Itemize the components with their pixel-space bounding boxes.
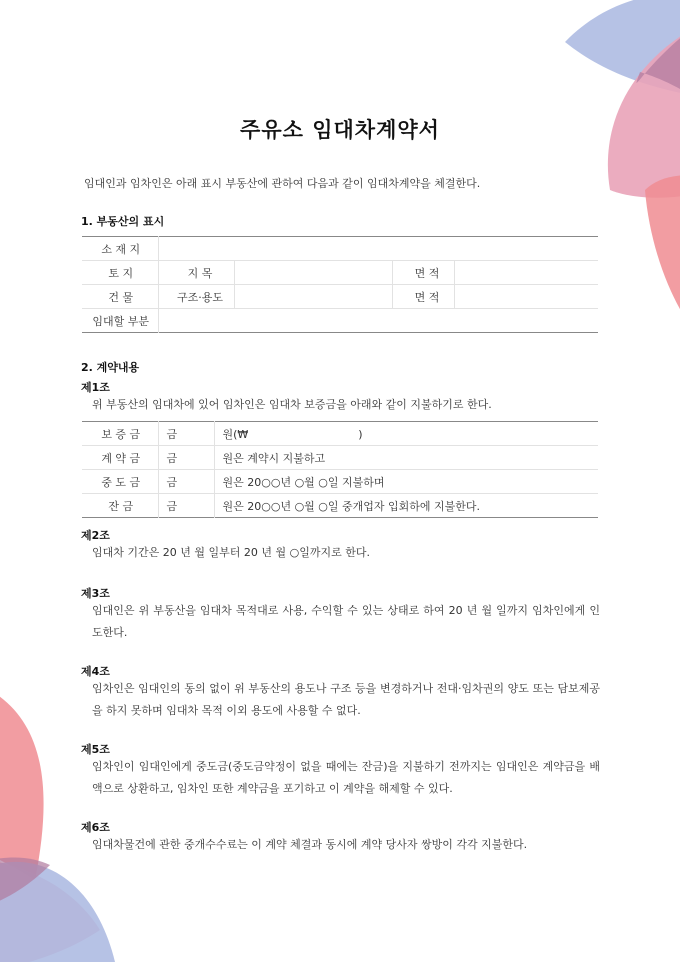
article-6-body: 임대차물건에 관한 중개수수료는 이 계약 체결과 동시에 계약 당사자 쌍방이 각각 지불한다.	[92, 838, 528, 851]
property-row-leased-part	[82, 309, 598, 333]
article-1-heading: 제1조	[81, 381, 110, 394]
intro-text: 임대인과 임차인은 아래 표시 부동산에 관하여 다음과 같이 임대차계약을 체결한다.	[84, 177, 481, 190]
deposit-label: 보 증 금	[101, 427, 141, 441]
property-table	[82, 236, 598, 333]
deposit-currency: 금	[158, 422, 214, 446]
building-area-value	[454, 285, 598, 309]
down-payment-label: 계 약 금	[82, 446, 158, 470]
article-3-body: 임대인은 위 부동산을 임대차 목적대로 사용, 수익할 수 있는 상태로 하여 20 년 월 일까지 임차인에게 인도한다.	[92, 604, 600, 639]
land-category-value	[234, 261, 392, 285]
property-row-building	[82, 285, 598, 309]
article-2-body: 임대차 기간은 20 년 월 일부터 20 년 월 ○일까지로 한다.	[92, 546, 370, 559]
payment-row-balance	[82, 494, 598, 518]
land-label: 토 지	[82, 261, 158, 285]
article-2-heading: 제2조	[81, 529, 110, 542]
property-row-location	[82, 237, 598, 261]
article-6-heading: 제6조	[81, 821, 110, 834]
section-heading-property: 1. 부동산의 표시	[81, 215, 165, 228]
interim-text: 원은 20○○년 ○월 ○일 지불하며	[214, 470, 598, 494]
property-row-land	[82, 261, 598, 285]
article-5-heading: 제5조	[81, 743, 110, 756]
payment-row-deposit	[82, 422, 598, 446]
land-area-label: 면 적	[392, 261, 454, 285]
payment-row-down-payment	[82, 446, 598, 470]
interim-label: 중 도 금	[82, 470, 158, 494]
section-heading-contract: 2. 계약내용	[81, 361, 140, 374]
down-payment-currency: 금	[158, 446, 214, 470]
location-label: 소 재 지	[101, 242, 141, 256]
land-category-label: 지 목	[158, 261, 234, 285]
building-structure-label: 구조·용도	[158, 285, 234, 309]
article-4-body: 임차인은 임대인의 동의 없이 위 부동산의 용도나 구조 등을 변경하거나 전대·임차권의 양도 또는 담보제공을 하지 못하며 임대차 목적 이외 용도에 사용할 수 없다.	[92, 682, 600, 717]
balance-currency: 금	[158, 494, 214, 518]
article-5-body: 임차인이 임대인에게 중도금(중도금약정이 없을 때에는 잔금)을 지불하기 전까지는 임대인은 계약금을 배액으로 상환하고, 임차인 또한 계약금을 포기하고 이 계약을 해제할 수 있다.	[92, 760, 600, 795]
location-value	[158, 237, 598, 261]
payment-table	[82, 421, 598, 518]
balance-label: 잔 금	[82, 494, 158, 518]
article-3-heading: 제3조	[81, 587, 110, 600]
balance-text: 원은 20○○년 ○월 ○일 중개업자 입회하에 지불한다.	[214, 494, 598, 518]
building-structure-value	[234, 285, 392, 309]
leased-part-value	[158, 309, 598, 333]
payment-row-interim	[82, 470, 598, 494]
deposit-text: 원(₩ )	[214, 422, 598, 446]
article-4-heading: 제4조	[81, 665, 110, 678]
interim-currency: 금	[158, 470, 214, 494]
down-payment-text: 원은 계약시 지불하고	[214, 446, 598, 470]
document-title: 주유소 임대차계약서	[240, 118, 440, 142]
building-area-label: 면 적	[392, 285, 454, 309]
leased-part-label: 임대할 부분	[82, 309, 158, 333]
article-1-body: 위 부동산의 임대차에 있어 임차인은 임대차 보증금을 아래와 같이 지불하기로 한다.	[92, 398, 492, 411]
land-area-value	[454, 261, 598, 285]
building-label: 건 물	[82, 285, 158, 309]
